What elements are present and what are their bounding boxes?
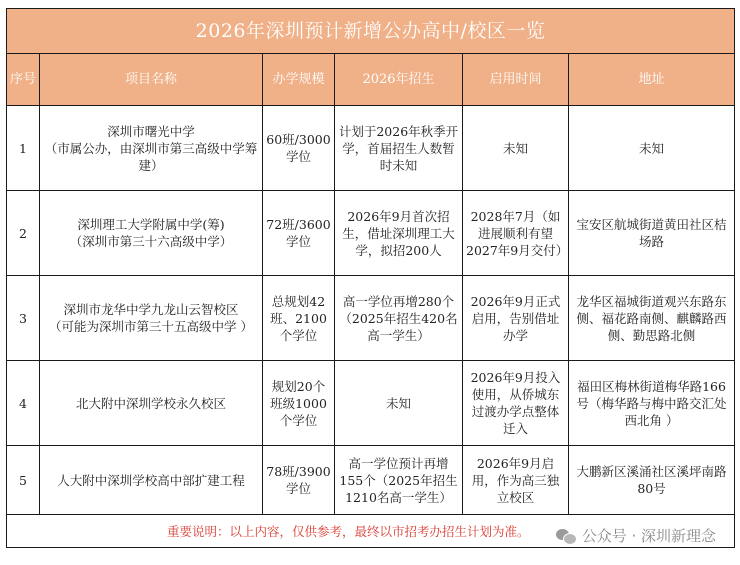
table-row	[7, 106, 735, 191]
header-index: 序号	[7, 54, 40, 106]
header-name: 项目名称	[40, 54, 263, 106]
cell-name: 深圳理工大学附属中学(筹) （深圳市第三十六高级中学）	[40, 191, 263, 276]
cell-scale: 总规划42班、2100个学位	[263, 276, 335, 361]
school-table	[6, 8, 735, 548]
cell-scale: 规划20个班级1000个学位	[263, 361, 335, 446]
cell-address: 龙华区福城街道观兴东路东侧、福花路南侧、麒麟路西侧、勤思路北侧	[569, 276, 735, 361]
disclaimer-note: 重要说明：以上内容，仅供参考，最终以市招考办招生计划为准。	[7, 515, 735, 548]
cell-address: 大鹏新区溪涌社区溪坪南路80号	[569, 446, 735, 515]
cell-index: 2	[7, 191, 40, 276]
header-address: 地址	[569, 54, 735, 106]
cell-name: 深圳市龙华中学九龙山云智校区 （可能为深圳市第三十五高级中学 ）	[40, 276, 263, 361]
cell-open: 2026年9月投入使用，从侨城东过渡办学点整体迁入	[463, 361, 569, 446]
cell-index: 1	[7, 106, 40, 191]
cell-enroll: 2026年9月首次招生，借址深圳理工大学，拟招200人	[335, 191, 463, 276]
header-open: 启用时间	[463, 54, 569, 106]
cell-name: 人大附中深圳学校高中部扩建工程	[40, 446, 263, 515]
cell-name: 深圳市曙光中学 （市属公办，由深圳市第三高级中学筹建）	[40, 106, 263, 191]
cell-address: 宝安区航城街道黄田社区桔场路	[569, 191, 735, 276]
cell-index: 4	[7, 361, 40, 446]
table-row	[7, 361, 735, 446]
cell-address: 未知	[569, 106, 735, 191]
cell-scale: 78班/3900学位	[263, 446, 335, 515]
cell-index: 3	[7, 276, 40, 361]
cell-enroll: 高一学位再增280个（2025年招生420名高一学生）	[335, 276, 463, 361]
cell-name: 北大附中深圳学校永久校区	[40, 361, 263, 446]
cell-scale: 72班/3600学位	[263, 191, 335, 276]
cell-open: 2028年7月（如进展顺利有望2027年9月交付）	[463, 191, 569, 276]
watermark-text: 公众号 · 深圳新理念	[581, 527, 716, 545]
table-row	[7, 276, 735, 361]
cell-open: 2026年9月正式启用，告别借址办学	[463, 276, 569, 361]
cell-scale: 60班/3000学位	[263, 106, 335, 191]
header-enroll: 2026年招生	[335, 54, 463, 106]
wechat-icon	[556, 528, 576, 544]
cell-index: 5	[7, 446, 40, 515]
cell-enroll: 未知	[335, 361, 463, 446]
table-row	[7, 446, 735, 515]
cell-open: 2026年9月启用，作为高三独立校区	[463, 446, 569, 515]
cell-address: 福田区梅林街道梅华路166号（梅华路与梅中路交汇处西北角 ）	[569, 361, 735, 446]
header-scale: 办学规模	[263, 54, 335, 106]
cell-open: 未知	[463, 106, 569, 191]
table-row	[7, 191, 735, 276]
cell-enroll: 计划于2026年秋季开学，首届招生人数暂时未知	[335, 106, 463, 191]
cell-enroll: 高一学位预计再增155个（2025年招生1210名高一学生）	[335, 446, 463, 515]
watermark	[556, 525, 716, 546]
table-title: 2026年深圳预计新增公办高中/校区一览	[7, 9, 735, 54]
